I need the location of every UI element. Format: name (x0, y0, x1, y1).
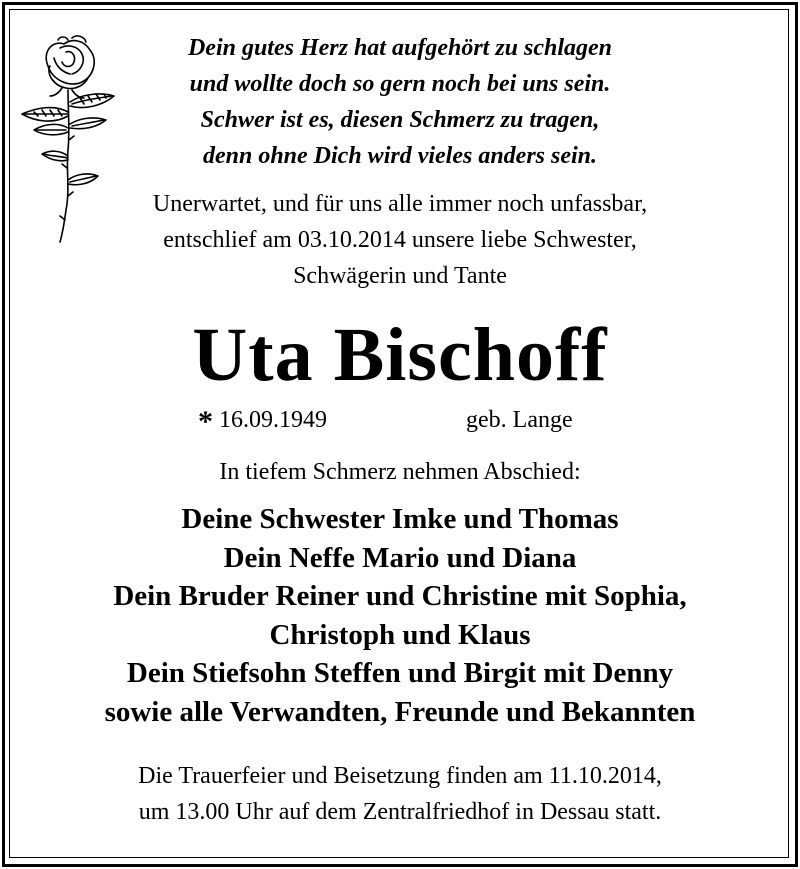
poem-line: und wollte doch so gern noch bei uns sein. (189, 71, 611, 97)
mourner-line: Dein Neffe Mario und Diana (223, 541, 577, 574)
intro-text (60, 186, 740, 294)
farewell-heading: In tiefem Schmerz nehmen Abschied: (219, 459, 581, 485)
mourner-line: Deine Schwester Imke und Thomas (181, 503, 619, 535)
mourner-line: Dein Stiefsohn Steffen und Birgit mit Denny (126, 657, 674, 689)
birth-date: 16.09.1949 (219, 407, 327, 433)
service-line: Die Trauerfeier und Beisetzung finden am 11.10.2014, (138, 763, 662, 789)
service-line: um 13.00 Uhr auf dem Zentralfriedhof in Dessau statt. (138, 799, 662, 825)
mourner-line: sowie alle Verwandten, Freunde und Bekannten (104, 695, 696, 728)
intro-line: entschlief am 03.10.2014 unsere liebe Schwester, (163, 227, 637, 253)
poem-line: Dein gutes Herz hat aufgehört zu schlagen (187, 35, 613, 61)
poem (110, 30, 690, 174)
birth-info (198, 402, 327, 440)
poem-line: denn ohne Dich wird vieles anders sein. (202, 143, 598, 169)
maiden-name: geb. Lange (466, 407, 573, 433)
mourner-line: Christoph und Klaus (269, 618, 531, 651)
mourner-line: Dein Bruder Reiner und Christine mit Sophia, (113, 580, 687, 612)
birth-star-icon: * (198, 405, 213, 438)
intro-line: Unerwartet, und für uns alle immer noch unfassbar, (152, 191, 648, 217)
intro-line: Schwägerin und Tante (293, 263, 507, 289)
deceased-name: Uta Bischoff (192, 313, 608, 397)
mourners-list (0, 500, 800, 731)
poem-line: Schwer ist es, diesen Schmerz zu tragen, (200, 107, 600, 133)
service-info (0, 758, 800, 830)
